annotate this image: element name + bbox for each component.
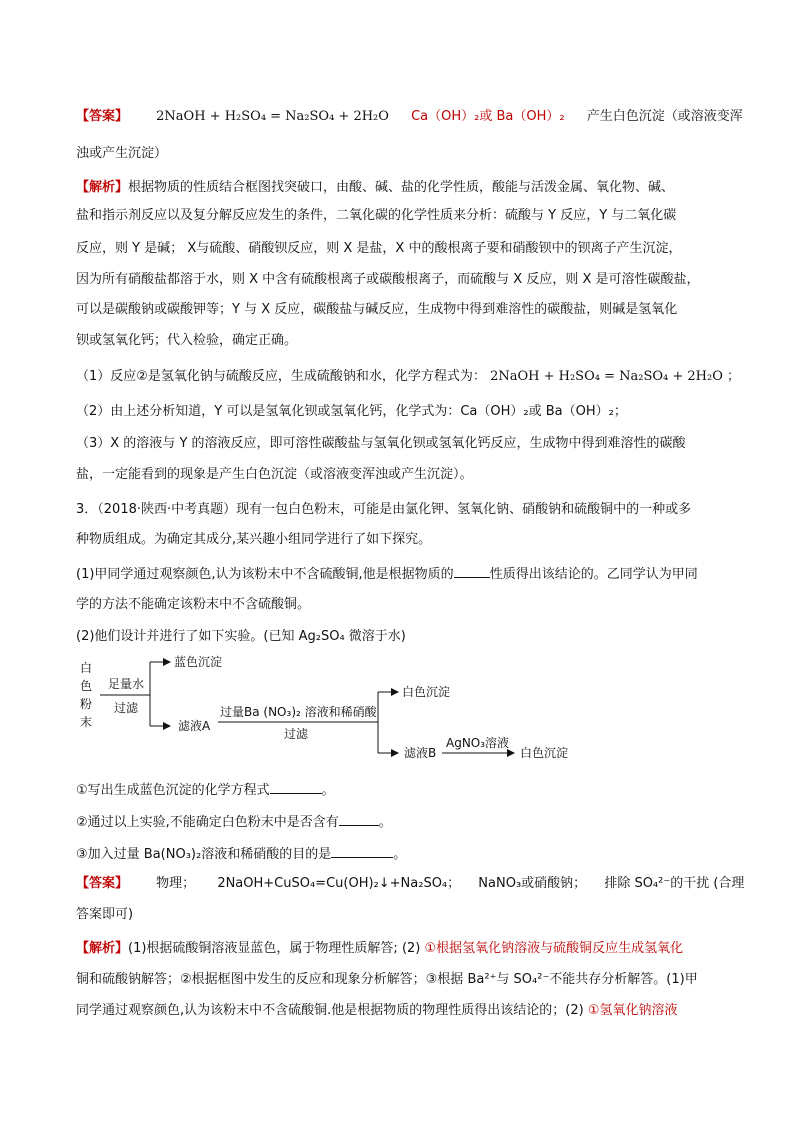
analysis-text: 钡或氢氧化钙；代入检验，确定正确。	[76, 333, 298, 348]
step3-reagent: AgNO₃溶液	[446, 736, 510, 750]
sub-question-3	[76, 845, 406, 864]
white-precipitate-2: 白色沉淀	[520, 746, 569, 760]
q3-text-cont: 盐，一定能看到的现象是产生白色沉淀（或溶液变浑浊或产生沉淀）。	[76, 467, 473, 482]
p1-text: (1)甲同学通过观察颜色,认为该粉末中不含硫酸铜,他是根据物质的	[76, 567, 454, 582]
analysis-tag: 【解析】	[76, 180, 129, 195]
analysis-tag: 【解析】	[76, 941, 129, 956]
analysis2-line-2	[76, 971, 698, 989]
start-char: 粉	[80, 697, 93, 711]
analysis-q3b	[76, 466, 473, 484]
answer-phenomenon-cont: 浊或产生沉淀）	[76, 146, 168, 161]
answer-line-1	[76, 108, 743, 126]
q1-text: （1）反应②是氢氧化钠与硫酸反应，生成硫酸钠和水，化学方程式为：	[76, 369, 486, 384]
answer-bases: Ca（OH）₂或 Ba（OH）₂	[411, 109, 565, 124]
sub-question-2	[76, 813, 392, 832]
p1-text-post: 性质得出该结论的。乙同学认为甲同	[489, 567, 698, 582]
start-char: 末	[80, 715, 93, 729]
answer-item: NaNO₃或硝酸钠；	[478, 876, 587, 891]
sub3-text: ③加入过量 Ba(NO₃)₂溶液和稀硝酸的目的是	[76, 847, 332, 862]
step1-reagent: 足量水	[108, 677, 145, 691]
answer-blank[interactable]	[339, 813, 379, 826]
analysis-text: 可以是碳酸钠或碳酸钾等；Y 与 X 反应，碳酸盐与碱反应，生成物中得到难溶性的碳酸盐，则碱是氢氧化	[76, 302, 678, 317]
sub-question-1	[76, 781, 335, 800]
problem3-intro-b	[76, 531, 431, 549]
answer-line-2b	[76, 906, 133, 924]
period: 。	[321, 783, 335, 798]
answer-line-2	[76, 875, 744, 893]
step2-operation: 过滤	[284, 727, 309, 741]
answer-blank[interactable]	[454, 565, 490, 578]
sub1-text: ①写出生成蓝色沉淀的化学方程式	[76, 783, 270, 798]
filtrate-b: 滤液B	[404, 746, 437, 760]
analysis-q3a	[76, 435, 686, 453]
analysis-text: (1)根据硫酸铜溶液显蓝色，属于物理性质解答; (2)	[128, 941, 425, 956]
period: 。	[378, 815, 392, 830]
start-char: 白	[80, 661, 93, 675]
filtrate-a: 滤液A	[178, 719, 211, 733]
answer-tag: 【答案】	[76, 876, 129, 891]
analysis-q2	[76, 403, 627, 421]
analysis-line-5	[76, 301, 677, 319]
analysis-text: 同学通过观察颜色,认为该粉末中不含硫酸铜.他是根据物质的物理性质得出该结论的；(2)	[76, 1003, 588, 1018]
analysis-text: 盐和指示剂反应以及复分解反应发生的条件，二氧化碳的化学性质来分析：硫酸与 Y 反应，Y 与二氧化碳	[76, 208, 677, 223]
sub2-text: ②通过以上实验,不能确定白色粉末中是否含有	[76, 815, 339, 830]
answer-tag: 【答案】	[76, 109, 129, 124]
answer-line-1b	[76, 145, 167, 163]
problem3-intro-a	[76, 501, 691, 519]
analysis-text: 因为所有硝酸盐都溶于水，则 X 中含有硫酸根离子或碳酸根离子，而硫酸与 X 反应，则 X 是可溶性碳酸盐，	[76, 272, 700, 287]
analysis-text: 反应，则 Y 是碱； X与硫酸、硝酸钡反应，则 X 是盐，X 中的酸根离子要和硝酸钡中的钡离子产生沉淀，	[76, 241, 682, 256]
analysis-text: 根据物质的性质结合框图找突破口，由酸、碱、盐的化学性质，酸能与活泼金属、氧化物、碱、	[128, 180, 675, 195]
start-char: 色	[80, 679, 93, 693]
answer-phenomenon: 产生白色沉淀（或溶液变浑	[586, 109, 743, 124]
analysis-line-1	[76, 179, 674, 197]
answer-item: 排除 SO₄²⁻的干扰 (合理	[604, 876, 745, 891]
analysis-q1	[76, 368, 740, 386]
answer-item: 2NaOH+CuSO₄=Cu(OH)₂↓+Na₂SO₄；	[217, 876, 461, 891]
answer-equation: 2NaOH + H₂SO₄ = Na₂SO₄ + 2H₂O	[156, 109, 389, 124]
analysis-line-2	[76, 207, 676, 225]
analysis-text-highlight: ①根据氢氧化钠溶液与硫酸铜反应生成氢氧化	[424, 941, 684, 956]
analysis-line-3	[76, 240, 681, 258]
q2-text: （2）由上述分析知道，Y 可以是氢氧化钡或氢氧化钙，化学式为：Ca（OH）₂或 Ba（OH）₂；	[76, 404, 627, 419]
p2-text: (2)他们设计并进行了如下实验。(已知 Ag₂SO₄ 微溶于水)	[76, 629, 406, 644]
q1-equation: 2NaOH + H₂SO₄ = Na₂SO₄ + 2H₂O ；	[490, 369, 740, 384]
blue-precipitate: 蓝色沉淀	[174, 655, 223, 669]
answer-blank[interactable]	[270, 781, 322, 794]
problem3-p1b	[76, 596, 310, 614]
q3-text: （3）X 的溶液与 Y 的溶液反应，即可溶性碳酸盐与氢氧化钡或氢氧化钙反应，生成物中得到难溶性的碳酸	[76, 436, 686, 451]
problem3-p2	[76, 628, 406, 646]
white-precipitate-1: 白色沉淀	[402, 685, 451, 699]
step1-operation: 过滤	[114, 701, 139, 715]
problem3-p1a	[76, 565, 698, 584]
answer-item-cont: 答案即可)	[76, 907, 134, 922]
answer-blank[interactable]	[331, 845, 393, 858]
experiment-flow-diagram	[70, 650, 630, 770]
problem-intro: 3．（2018·陕西·中考真题）现有一包白色粉末，可能是由氯化钾、氢氧化钠、硝酸钠和硫酸铜中的一种或多	[76, 502, 692, 517]
problem-intro-cont: 种物质组成。为确定其成分,某兴趣小组同学进行了如下探究。	[76, 532, 432, 547]
analysis2-line-1	[76, 940, 683, 958]
step2-reagent: 过量Ba (NO₃)₂ 溶液和稀硝酸	[220, 705, 377, 719]
analysis2-line-3	[76, 1002, 677, 1020]
p1-text-cont: 学的方法不能确定该粉末中不含硫酸铜。	[76, 597, 311, 612]
answer-item: 物理；	[156, 876, 196, 891]
analysis-line-4	[76, 271, 700, 289]
period: 。	[393, 847, 407, 862]
analysis-text: 铜和硫酸钠解答；②根据框图中发生的反应和现象分析解答；③根据 Ba²⁺与 SO₄²⁻不能共存分析解答。(1)甲	[76, 972, 698, 987]
analysis-line-6	[76, 332, 297, 350]
analysis-text-highlight: ①氢氧化钠溶液	[587, 1003, 678, 1018]
